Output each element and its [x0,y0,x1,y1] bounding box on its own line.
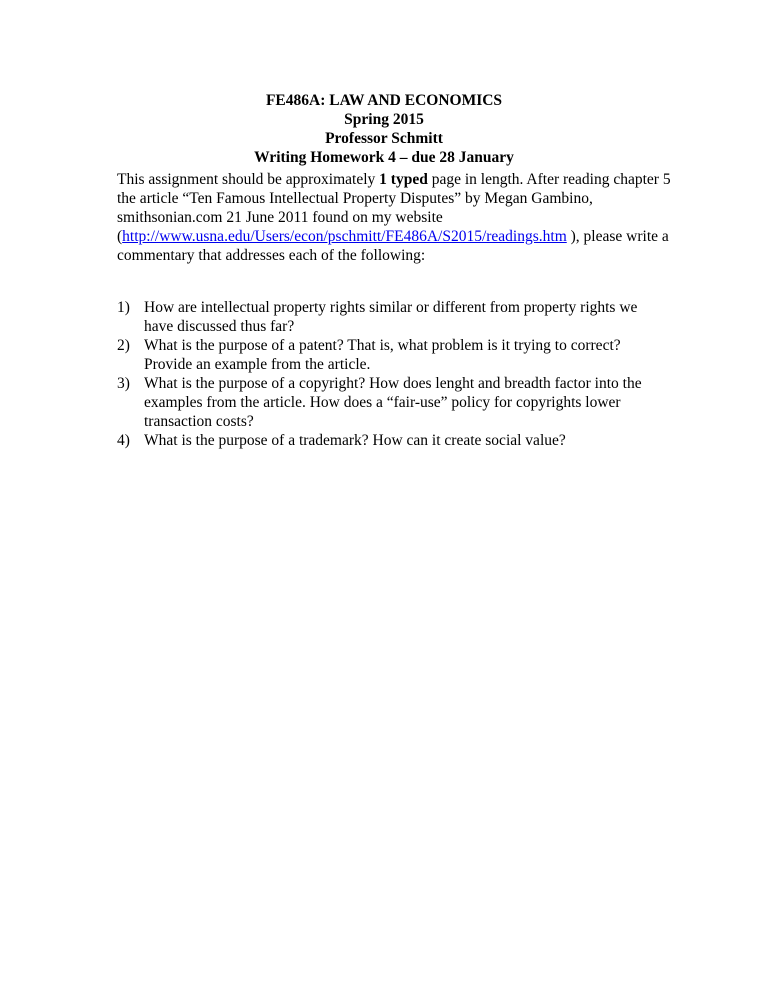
question-number: 3) [117,375,130,392]
question-text: Provide an example from the article. [144,356,371,373]
question-number: 2) [117,337,130,354]
assignment-title: Writing Homework 4 – due 28 January [254,149,514,166]
question-text: transaction costs? [144,413,254,430]
question-item [117,431,677,450]
question-text: How are intellectual property rights similar or different from property rights we [144,299,638,316]
intro-line [117,227,677,246]
intro-line: commentary that addresses each of the following: [117,247,426,264]
question-text: What is the purpose of a trademark? How can it create social value? [144,432,566,449]
intro-paragraph [117,170,677,265]
intro-text: ( [117,228,123,245]
intro-text: This assignment should be approximately [117,171,380,188]
question-text: What is the purpose of a patent? That is, what problem is it trying to correct? [144,337,621,354]
intro-line: the article “Ten Famous Intellectual Property Disputes” by Megan Gambino, [117,190,593,207]
question-text: examples from the article. How does a “fair-use” policy for copyrights lower [144,394,621,411]
readings-link[interactable]: http://www.usna.edu/Users/econ/pschmitt/FE486A/S2015/readings.htm [122,228,567,245]
intro-text: ), please write a [566,228,669,245]
question-number: 1) [117,299,130,316]
intro-line [117,170,677,189]
question-item [117,374,677,431]
intro-line: smithsonian.com 21 June 2011 found on my website [117,209,443,226]
question-item [117,336,677,374]
question-list [117,298,677,450]
question-text: What is the purpose of a copyright? How does lenght and breadth factor into the [144,375,642,392]
document-header [0,91,768,167]
page-length-emphasis: 1 typed [379,171,428,188]
question-text: have discussed thus far? [144,318,295,335]
course-title: FE486A: LAW AND ECONOMICS [265,92,503,109]
question-number: 4) [117,432,130,449]
question-item [117,298,677,336]
professor-name: Professor Schmitt [325,130,443,147]
term: Spring 2015 [344,111,424,128]
intro-text: page in length. After reading chapter 5 [427,171,671,188]
